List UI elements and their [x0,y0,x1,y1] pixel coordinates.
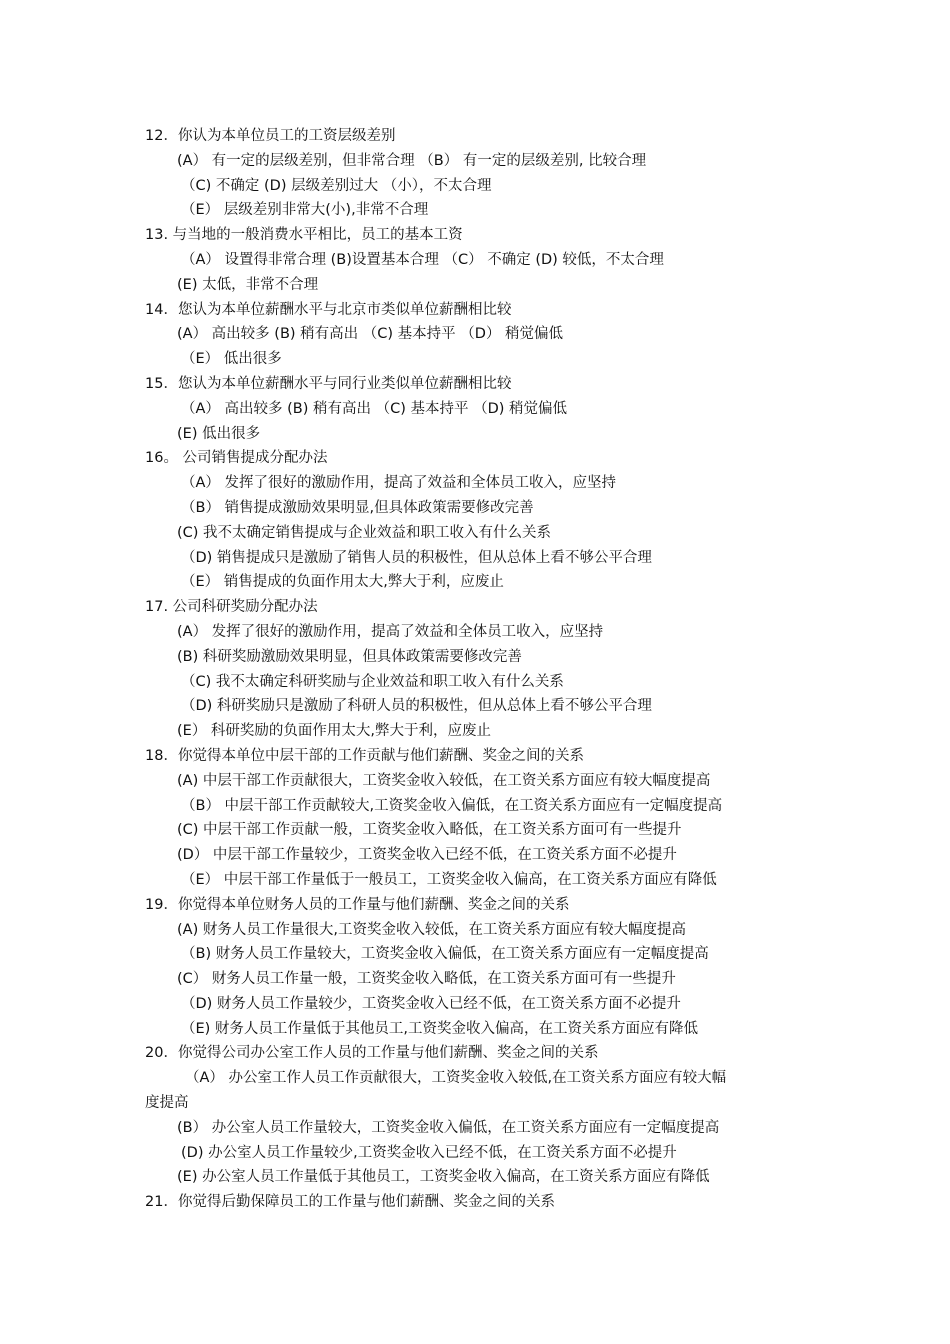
option-line: (A） 发挥了很好的激励作用，提高了效益和全体员工收入，应坚持 [177,623,604,640]
option-line: （C) 我不太确定科研奖励与企业效益和职工收入有什么关系 [181,673,564,690]
option-line: （E） 低出很多 [181,351,282,368]
option-line: (C） 财务人员工作量一般，工资奖金收入略低，在工资关系方面可有一些提升 [177,971,676,988]
wrapped-text-line: 度提高 [145,1095,189,1112]
option-line: (D) 办公室人员工作量较少,工资奖金收入已经不低，在工资关系方面不必提升 [181,1144,677,1161]
question-line: 18．你觉得本单位中层干部的工作贡献与他们薪酬、奖金之间的关系 [145,747,584,764]
option-line: （E) 财务人员工作量低于其他员工,工资奖金收入偏高，在工资关系方面应有降低 [181,1020,699,1037]
option-line: （D) 销售提成只是激励了销售人员的积极性，但从总体上看不够公平合理 [181,549,652,566]
option-line: (A） 有一定的层级差别，但非常合理 （B） 有一定的层级差别, 比较合理 [177,152,647,169]
question-line: 20．你觉得公司办公室工作人员的工作量与他们薪酬、奖金之间的关系 [145,1045,599,1062]
option-line: (E) 办公室人员工作量低于其他员工，工资奖金收入偏高，在工资关系方面应有降低 [177,1169,710,1186]
question-line: 16。 公司销售提成分配办法 [145,450,328,467]
document-page [0,124,950,1215]
question-line: 13. 与当地的一般消费水平相比，员工的基本工资 [145,227,463,244]
option-line: (C) 我不太确定销售提成与企业效益和职工收入有什么关系 [177,524,552,541]
option-line: （A） 设置得非常合理 (B)设置基本合理 （C） 不确定 (D) 较低，不太合理 [181,251,664,268]
option-line: （A） 高出较多 (B) 稍有高出 （C) 基本持平 （D) 稍觉偏低 [181,400,568,417]
option-line: （B) 财务人员工作量较大，工资奖金收入偏低，在工资关系方面应有一定幅度提高 [181,946,709,963]
question-line: 14．您认为本单位薪酬水平与北京市类似单位薪酬相比较 [145,301,512,318]
option-line: (A） 高出较多 (B) 稍有高出 （C) 基本持平 （D） 稍觉偏低 [177,326,564,343]
option-line: （C) 不确定 (D) 层级差别过大 （小），不太合理 [181,177,492,194]
option-line: (E) 低出很多 [177,425,261,442]
option-line: (C) 中层干部工作贡献一般，工资奖金收入略低，在工资关系方面可有一些提升 [177,822,682,839]
option-line: (A) 财务人员工作量很大,工资奖金收入较低，在工资关系方面应有较大幅度提高 [177,921,686,938]
question-line: 12．你认为本单位员工的工资层级差别 [145,128,396,144]
option-line: （D) 科研奖励只是激励了科研人员的积极性，但从总体上看不够公平合理 [181,698,652,715]
option-line: （E） 销售提成的负面作用太大,弊大于利，应废止 [181,574,504,591]
question-line: 17. 公司科研奖励分配办法 [145,599,318,616]
option-line: (D） 中层干部工作量较少，工资奖金收入已经不低，在工资关系方面不必提升 [177,847,677,864]
option-line: (E) 太低，非常不合理 [177,276,319,293]
option-line: (E） 科研奖励的负面作用太大,弊大于利，应废止 [177,723,492,740]
option-line: (A) 中层干部工作贡献很大，工资奖金收入较低，在工资关系方面应有较大幅度提高 [177,772,711,789]
question-line: 19．你觉得本单位财务人员的工作量与他们薪酬、奖金之间的关系 [145,896,570,913]
option-line: （D) 财务人员工作量较少，工资奖金收入已经不低，在工资关系方面不必提升 [181,995,681,1012]
option-line: （A） 发挥了很好的激励作用，提高了效益和全体员工收入，应坚持 [181,475,617,492]
option-line: (B） 办公室人员工作量较大，工资奖金收入偏低，在工资关系方面应有一定幅度提高 [177,1119,720,1136]
option-line: （E） 层级差别非常大(小),非常不合理 [181,202,429,219]
option-line: （B） 销售提成激励效果明显,但具体政策需要修改完善 [181,499,534,516]
question-line: 21．你觉得后勤保障员工的工作量与他们薪酬、奖金之间的关系 [145,1194,555,1211]
option-line: (B) 科研奖励激励效果明显，但具体政策需要修改完善 [177,648,522,665]
option-line: （A） 办公室工作人员工作贡献很大，工资奖金收入较低,在工资关系方面应有较大幅 [185,1070,727,1087]
question-line: 15．您认为本单位薪酬水平与同行业类似单位薪酬相比较 [145,375,512,392]
option-line: （B） 中层干部工作贡献较大,工资奖金收入偏低，在工资关系方面应有一定幅度提高 [181,797,723,814]
option-line: （E） 中层干部工作量低于一般员工，工资奖金收入偏高，在工资关系方面应有降低 [181,871,717,888]
